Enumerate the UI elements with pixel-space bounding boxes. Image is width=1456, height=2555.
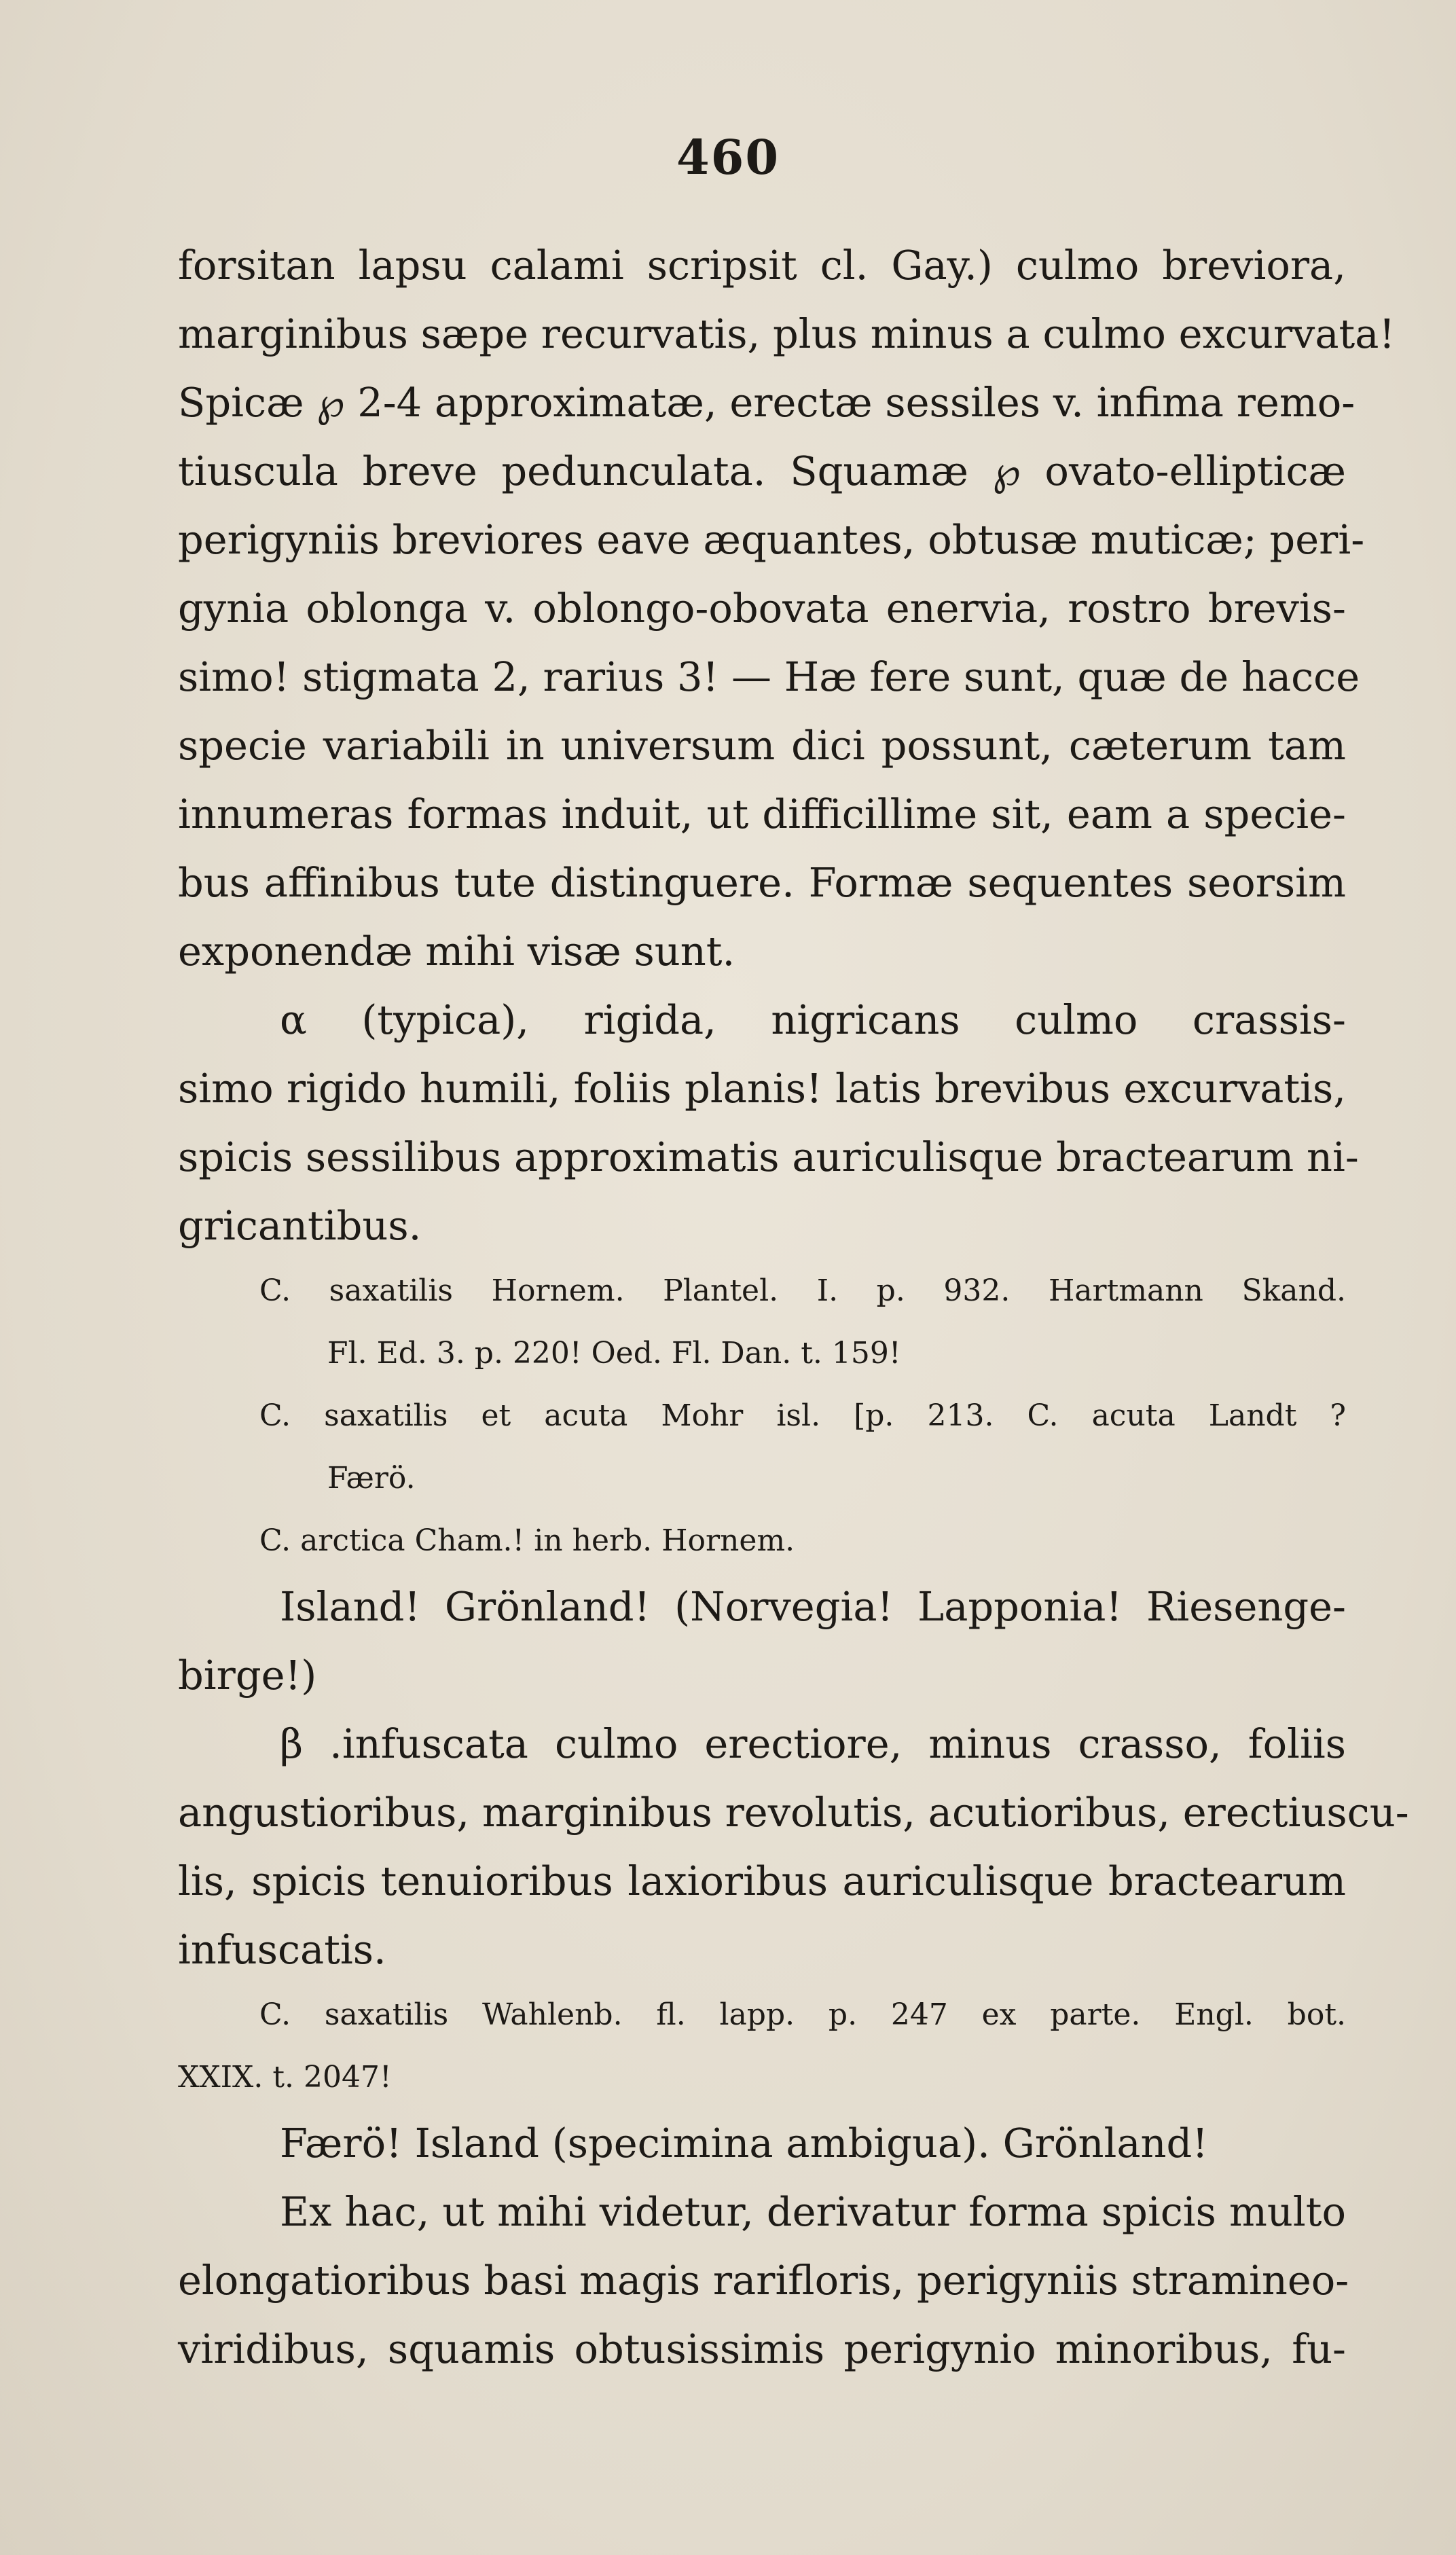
variety-beta-heading: β .infuscata culmo erectiore, minus crasso, foliis bbox=[280, 1720, 1346, 1767]
text-line: marginibus sæpe recurvatis, plus minus a culmo excurvata! bbox=[178, 310, 1396, 357]
text-line: Spicæ ℘ 2-4 approximatæ, erectæ sessiles v. infima remo- bbox=[178, 379, 1355, 426]
text-line: infuscatis. bbox=[178, 1926, 386, 1973]
variety-alpha-heading: α (typica), rigida, nigricans culmo crassis- bbox=[280, 996, 1346, 1043]
body-text bbox=[178, 231, 1409, 2383]
localities: Færö! Island (specimina ambigua). Grönland! bbox=[280, 2120, 1208, 2167]
citation: XXIX. t. 2047! bbox=[178, 2060, 392, 2095]
text-line: specie variabili in universum dici possunt, cæterum tam bbox=[178, 722, 1346, 769]
citation: Færö. bbox=[327, 1461, 416, 1496]
text-line: angustioribus, marginibus revolutis, acutioribus, erectiuscu- bbox=[178, 1789, 1409, 1836]
text-line: simo rigido humili, foliis planis! latis brevibus excurvatis, bbox=[178, 1065, 1346, 1112]
text-line: tiuscula breve pedunculata. Squamæ ℘ ovato-ellipticæ bbox=[178, 448, 1346, 494]
text-line: gricantibus. bbox=[178, 1202, 422, 1249]
citation: C. saxatilis Wahlenb. fl. lapp. p. 247 ex parte. Engl. bot. bbox=[259, 1997, 1346, 2032]
text-line: spicis sessilibus approximatis auriculisque bractearum ni- bbox=[178, 1134, 1359, 1180]
citation: C. arctica Cham.! in herb. Hornem. bbox=[259, 1523, 795, 1558]
citation: C. saxatilis et acuta Mohr isl. [p. 213. C. acuta Landt ? bbox=[259, 1398, 1346, 1433]
localities: birge!) bbox=[178, 1652, 317, 1699]
page-number: 460 bbox=[676, 129, 780, 185]
text-line: Ex hac, ut mihi videtur, derivatur forma spicis multo bbox=[280, 2188, 1346, 2235]
text-line: innumeras formas induit, ut difficillime sit, eam a specie- bbox=[178, 791, 1346, 837]
text-line: simo! stigmata 2, rarius 3! — Hæ fere sunt, quæ de hacce bbox=[178, 653, 1360, 700]
citation: C. saxatilis Hornem. Plantel. I. p. 932. Hartmann Skand. bbox=[259, 1273, 1346, 1308]
text-line: forsitan lapsu calami scripsit cl. Gay.) culmo breviora, bbox=[178, 242, 1346, 289]
citation: Fl. Ed. 3. p. 220! Oed. Fl. Dan. t. 159! bbox=[327, 1336, 901, 1371]
text-line: perigyniis breviores eave æquantes, obtusæ muticæ; peri- bbox=[178, 516, 1365, 563]
text-line: gynia oblonga v. oblongo-obovata enervia, rostro brevis- bbox=[178, 585, 1346, 632]
text-line: elongatioribus basi magis rarifloris, perigyniis stramineo- bbox=[178, 2257, 1349, 2304]
text-line: viridibus, squamis obtusissimis perigynio minoribus, fu- bbox=[178, 2325, 1346, 2372]
text-line: exponendæ mihi visæ sunt. bbox=[178, 928, 735, 975]
text-line: bus affinibus tute distinguere. Formæ sequentes seorsim bbox=[178, 859, 1346, 906]
localities: Island! Grönland! (Norvegia! Lapponia! Riesenge- bbox=[280, 1583, 1346, 1630]
text-line: lis, spicis tenuioribus laxioribus auriculisque bractearum bbox=[178, 1858, 1346, 1904]
